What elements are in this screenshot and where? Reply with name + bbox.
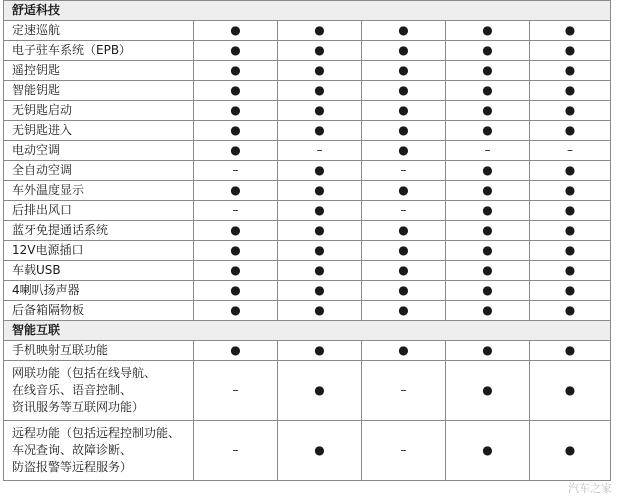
feature-label-line: 在线音乐、语音控制、 <box>12 383 133 397</box>
table-row <box>4 341 611 361</box>
table-row <box>4 281 611 301</box>
standard-mark: ● <box>278 181 362 201</box>
standard-mark: ● <box>530 201 611 221</box>
feature-label <box>4 221 194 241</box>
standard-mark: ● <box>194 301 278 321</box>
watermark: 汽车之家 <box>568 482 612 495</box>
standard-mark: ● <box>194 281 278 301</box>
feature-label-line: 电动空调 <box>12 143 61 157</box>
table-row <box>4 201 611 221</box>
not-available-mark: – <box>194 161 278 181</box>
standard-mark: ● <box>278 341 362 361</box>
standard-mark: ● <box>362 21 446 41</box>
standard-mark: ● <box>530 161 611 181</box>
standard-mark: ● <box>194 221 278 241</box>
standard-mark: ● <box>194 21 278 41</box>
section-title: 智能互联 <box>4 321 611 341</box>
standard-mark: ● <box>446 201 530 221</box>
not-available-mark: – <box>194 421 278 481</box>
feature-label <box>4 141 194 161</box>
table-row <box>4 361 611 421</box>
standard-mark: ● <box>446 361 530 421</box>
feature-label <box>4 341 194 361</box>
standard-mark: ● <box>278 201 362 221</box>
feature-label <box>4 81 194 101</box>
standard-mark: ● <box>278 301 362 321</box>
standard-mark: ● <box>530 341 611 361</box>
not-available-mark: – <box>194 201 278 221</box>
standard-mark: ● <box>362 61 446 81</box>
standard-mark: ● <box>530 121 611 141</box>
standard-mark: ● <box>278 61 362 81</box>
standard-mark: ● <box>194 141 278 161</box>
standard-mark: ● <box>530 81 611 101</box>
feature-label <box>4 161 194 181</box>
feature-label-line: 定速巡航 <box>12 23 61 37</box>
standard-mark: ● <box>194 261 278 281</box>
standard-mark: ● <box>446 121 530 141</box>
standard-mark: ● <box>278 81 362 101</box>
standard-mark: ● <box>530 301 611 321</box>
feature-label <box>4 121 194 141</box>
standard-mark: ● <box>446 181 530 201</box>
table-row <box>4 121 611 141</box>
standard-mark: ● <box>362 121 446 141</box>
feature-label-line: 电子驻车系统（EPB） <box>12 43 132 57</box>
not-available-mark: – <box>362 361 446 421</box>
feature-label <box>4 301 194 321</box>
standard-mark: ● <box>362 101 446 121</box>
feature-label-line: 全自动空调 <box>12 163 73 177</box>
feature-label <box>4 41 194 61</box>
standard-mark: ● <box>278 121 362 141</box>
table-row <box>4 241 611 261</box>
standard-mark: ● <box>194 341 278 361</box>
feature-label-line: 无钥匙启动 <box>12 103 73 117</box>
feature-label-line: 智能钥匙 <box>12 83 61 97</box>
feature-label <box>4 361 194 421</box>
standard-mark: ● <box>278 161 362 181</box>
section-header-row <box>4 321 611 341</box>
table-row <box>4 421 611 481</box>
standard-mark: ● <box>530 101 611 121</box>
table-row <box>4 21 611 41</box>
standard-mark: ● <box>530 21 611 41</box>
standard-mark: ● <box>530 281 611 301</box>
standard-mark: ● <box>530 241 611 261</box>
standard-mark: ● <box>278 241 362 261</box>
not-available-mark: – <box>530 141 611 161</box>
standard-mark: ● <box>194 81 278 101</box>
standard-mark: ● <box>362 261 446 281</box>
section-header-row <box>4 1 611 21</box>
standard-mark: ● <box>278 261 362 281</box>
standard-mark: ● <box>446 221 530 241</box>
not-available-mark: – <box>278 141 362 161</box>
feature-label-line: 手机映射互联功能 <box>12 343 109 357</box>
standard-mark: ● <box>278 221 362 241</box>
table-row <box>4 141 611 161</box>
feature-label-line: 蓝牙免提通话系统 <box>12 223 109 237</box>
standard-mark: ● <box>446 161 530 181</box>
standard-mark: ● <box>362 281 446 301</box>
table-row <box>4 161 611 181</box>
table-row <box>4 61 611 81</box>
not-available-mark: – <box>446 141 530 161</box>
standard-mark: ● <box>446 341 530 361</box>
feature-label <box>4 201 194 221</box>
standard-mark: ● <box>446 81 530 101</box>
standard-mark: ● <box>194 241 278 261</box>
standard-mark: ● <box>278 21 362 41</box>
standard-mark: ● <box>362 221 446 241</box>
feature-label-line: 防盗报警等远程服务） <box>12 460 133 474</box>
standard-mark: ● <box>446 421 530 481</box>
standard-mark: ● <box>362 341 446 361</box>
table-row <box>4 181 611 201</box>
not-available-mark: – <box>194 361 278 421</box>
standard-mark: ● <box>362 301 446 321</box>
feature-label <box>4 421 194 481</box>
standard-mark: ● <box>446 101 530 121</box>
standard-mark: ● <box>446 61 530 81</box>
standard-mark: ● <box>278 281 362 301</box>
feature-label-line: 后排出风口 <box>12 203 73 217</box>
standard-mark: ● <box>446 281 530 301</box>
not-available-mark: – <box>362 201 446 221</box>
feature-label <box>4 21 194 41</box>
standard-mark: ● <box>362 81 446 101</box>
table-row <box>4 101 611 121</box>
standard-mark: ● <box>362 241 446 261</box>
not-available-mark: – <box>362 421 446 481</box>
standard-mark: ● <box>194 61 278 81</box>
standard-mark: ● <box>530 361 611 421</box>
feature-label-line: 无钥匙进入 <box>12 123 73 137</box>
standard-mark: ● <box>446 261 530 281</box>
feature-label <box>4 61 194 81</box>
feature-label <box>4 101 194 121</box>
feature-label-line: 车况查询、故障诊断、 <box>12 443 133 457</box>
standard-mark: ● <box>446 21 530 41</box>
standard-mark: ● <box>446 301 530 321</box>
standard-mark: ● <box>530 41 611 61</box>
standard-mark: ● <box>278 41 362 61</box>
table-row <box>4 81 611 101</box>
feature-label-line: 遥控钥匙 <box>12 63 61 77</box>
standard-mark: ● <box>530 181 611 201</box>
standard-mark: ● <box>362 181 446 201</box>
standard-mark: ● <box>278 101 362 121</box>
standard-mark: ● <box>194 41 278 61</box>
table-row <box>4 261 611 281</box>
standard-mark: ● <box>530 221 611 241</box>
standard-mark: ● <box>194 121 278 141</box>
standard-mark: ● <box>278 361 362 421</box>
feature-label-line: 12V电源插口 <box>12 243 84 257</box>
standard-mark: ● <box>194 181 278 201</box>
feature-label <box>4 241 194 261</box>
table-row <box>4 221 611 241</box>
standard-mark: ● <box>362 141 446 161</box>
standard-mark: ● <box>362 41 446 61</box>
feature-label <box>4 261 194 281</box>
feature-label-line: 车载USB <box>12 263 61 277</box>
feature-label-line: 后备箱隔物板 <box>12 303 85 317</box>
feature-label-line: 资讯服务等互联网功能） <box>12 400 145 414</box>
table-row <box>4 301 611 321</box>
standard-mark: ● <box>194 101 278 121</box>
standard-mark: ● <box>446 241 530 261</box>
feature-label-line: 4喇叭扬声器 <box>12 283 80 297</box>
feature-label-line: 网联功能（包括在线导航、 <box>12 366 157 380</box>
not-available-mark: – <box>362 161 446 181</box>
spec-table <box>3 0 611 481</box>
feature-label <box>4 181 194 201</box>
standard-mark: ● <box>278 421 362 481</box>
standard-mark: ● <box>530 421 611 481</box>
standard-mark: ● <box>530 261 611 281</box>
spec-table-body <box>4 1 611 481</box>
feature-label <box>4 281 194 301</box>
feature-label-line: 车外温度显示 <box>12 183 85 197</box>
section-title: 舒适科技 <box>4 1 611 21</box>
standard-mark: ● <box>446 41 530 61</box>
feature-label-line: 远程功能（包括远程控制功能、 <box>12 426 181 440</box>
standard-mark: ● <box>530 61 611 81</box>
table-row <box>4 41 611 61</box>
